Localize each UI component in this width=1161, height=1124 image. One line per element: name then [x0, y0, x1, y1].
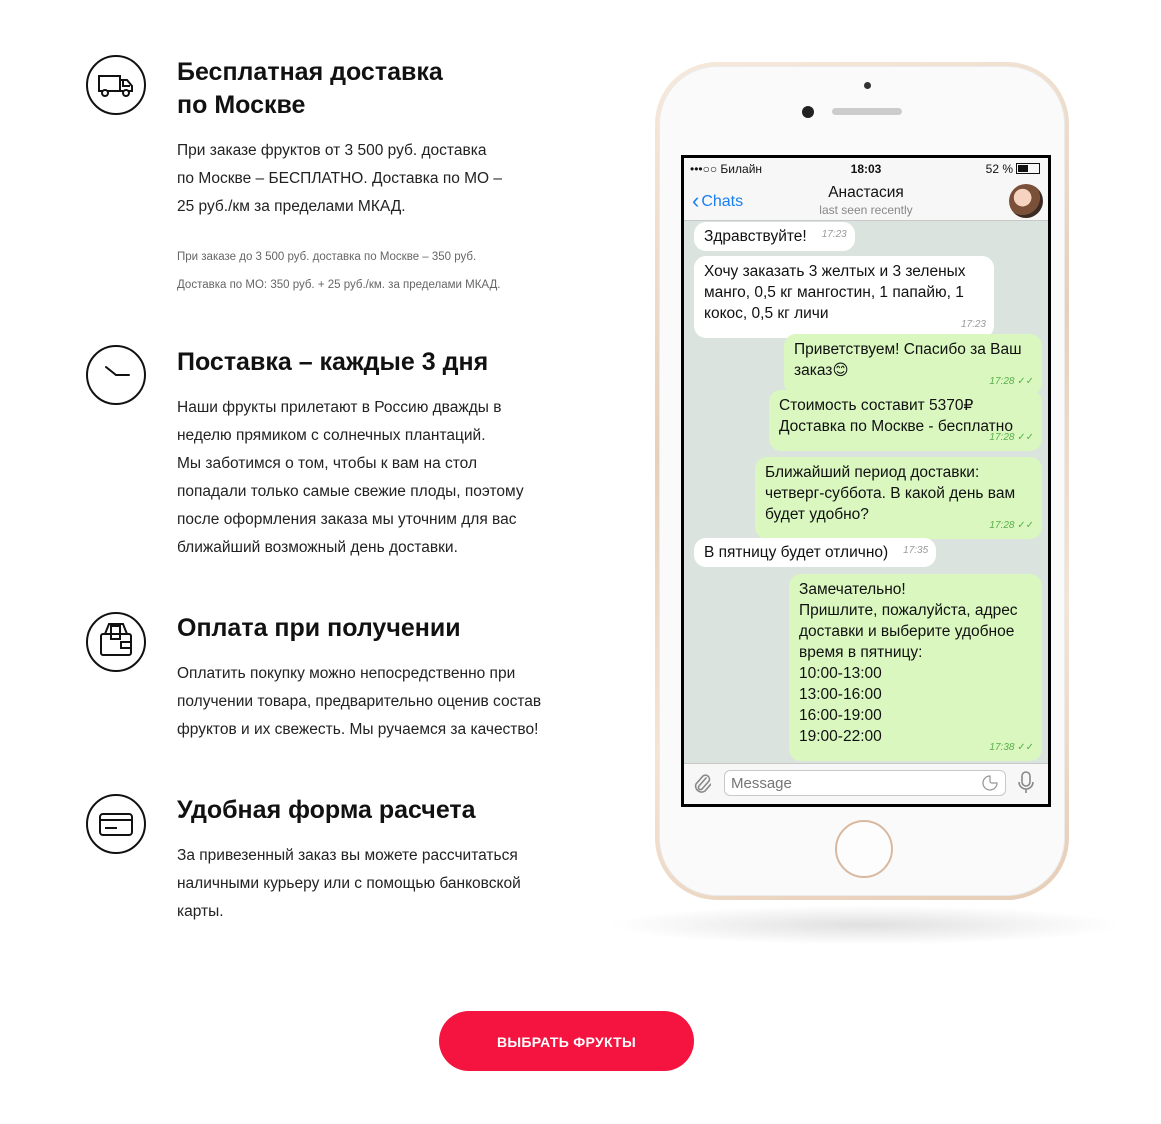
battery-icon	[1016, 163, 1040, 174]
message-outgoing: Приветствуем! Спасибо за Ваш заказ😊 17:28 ✓✓	[784, 334, 1042, 395]
chevron-left-icon: ‹	[692, 188, 700, 213]
feature-text: Оплатить покупку можно непосредственно при получении товара, предварительно оценив состав фруктов и их свежесть. Мы ручаемся за качество!	[177, 665, 542, 738]
message-composer	[684, 763, 1048, 804]
attach-icon[interactable]	[693, 772, 711, 799]
front-camera	[864, 82, 871, 89]
feature-title: Поставка – каждые 3 дня	[177, 348, 489, 376]
phone-mockup	[655, 62, 1069, 900]
feature-text: При заказе фруктов от 3 500 руб. доставка по Москве – БЕСПЛАТНО. Доставка по МО – 25 руб./км за пределами МКАД.	[177, 142, 503, 215]
choose-fruits-button[interactable]: ВЫБРАТЬ ФРУКТЫ	[439, 1011, 694, 1071]
feature-text: За привезенный заказ вы можете рассчитаться наличными курьеру или с помощью банковской карты.	[177, 847, 521, 920]
carrier-label: •••○○ Билайн	[690, 162, 763, 176]
phone-screen	[681, 155, 1051, 807]
proximity-sensor	[802, 106, 814, 118]
feature-title: Оплата при получении	[177, 614, 461, 642]
message-outgoing: Ближайший период доставки: четверг-суббота. В какой день вам будет удобно? 17:28 ✓✓	[755, 457, 1042, 539]
home-button	[835, 820, 893, 878]
message-incoming: В пятницу будет отлично) 17:35	[694, 538, 936, 567]
microphone-icon[interactable]	[1018, 771, 1034, 800]
feature-note: При заказе до 3 500 руб. доставка по Москве – 350 руб. Доставка по МО: 350 руб. + 25 руб./км. за пределами МКАД.	[177, 251, 501, 291]
feature-text: Наши фрукты прилетают в Россию дважды в неделю прямиком с солнечных плантаций. Мы заботимся о том, чтобы к вам на стол попадали только самые свежие плоды, поэтому после оформления заказа мы уточним для вас ближайший возможный день доставки.	[177, 399, 524, 556]
sticker-icon[interactable]	[982, 775, 998, 796]
message-outgoing: Стоимость составит 5370₽ Доставка по Москве - бесплатно 17:28 ✓✓	[769, 390, 1042, 451]
wallet-icon	[86, 612, 146, 672]
earpiece-speaker	[832, 108, 902, 115]
chat-header	[684, 180, 1048, 221]
status-bar	[684, 158, 1048, 180]
clock-icon	[86, 345, 146, 405]
contact-status: last seen recently	[819, 203, 913, 217]
feature-title: Удобная форма расчета	[177, 796, 476, 824]
credit-card-icon	[86, 794, 146, 854]
battery-indicator: 52 %	[986, 162, 1040, 176]
contact-name: Анастасия	[828, 184, 904, 201]
status-time: 18:03	[850, 162, 882, 176]
chat-messages	[684, 220, 1048, 768]
feature-title: Бесплатная доставка по Москве	[177, 58, 443, 119]
phone-shadow	[605, 905, 1125, 945]
avatar[interactable]	[1009, 184, 1043, 218]
message-input[interactable]	[724, 770, 1006, 796]
message-incoming: Здравствуйте! 17:23	[694, 222, 855, 251]
delivery-truck-icon	[86, 55, 146, 115]
message-incoming: Хочу заказать 3 желтых и 3 зеленых манго, 0,5 кг мангостин, 1 папайю, 1 кокос, 0,5 кг личи 17:23	[694, 256, 994, 338]
message-outgoing: Замечательно! Пришлите, пожалуйста, адрес доставки и выберите удобное время в пятницу: 10:00-13:00 13:00-16:00 16:00-19:00 19:00-22:00 17:38 ✓✓	[789, 574, 1042, 761]
back-button[interactable]: ‹ Chats	[692, 188, 744, 213]
